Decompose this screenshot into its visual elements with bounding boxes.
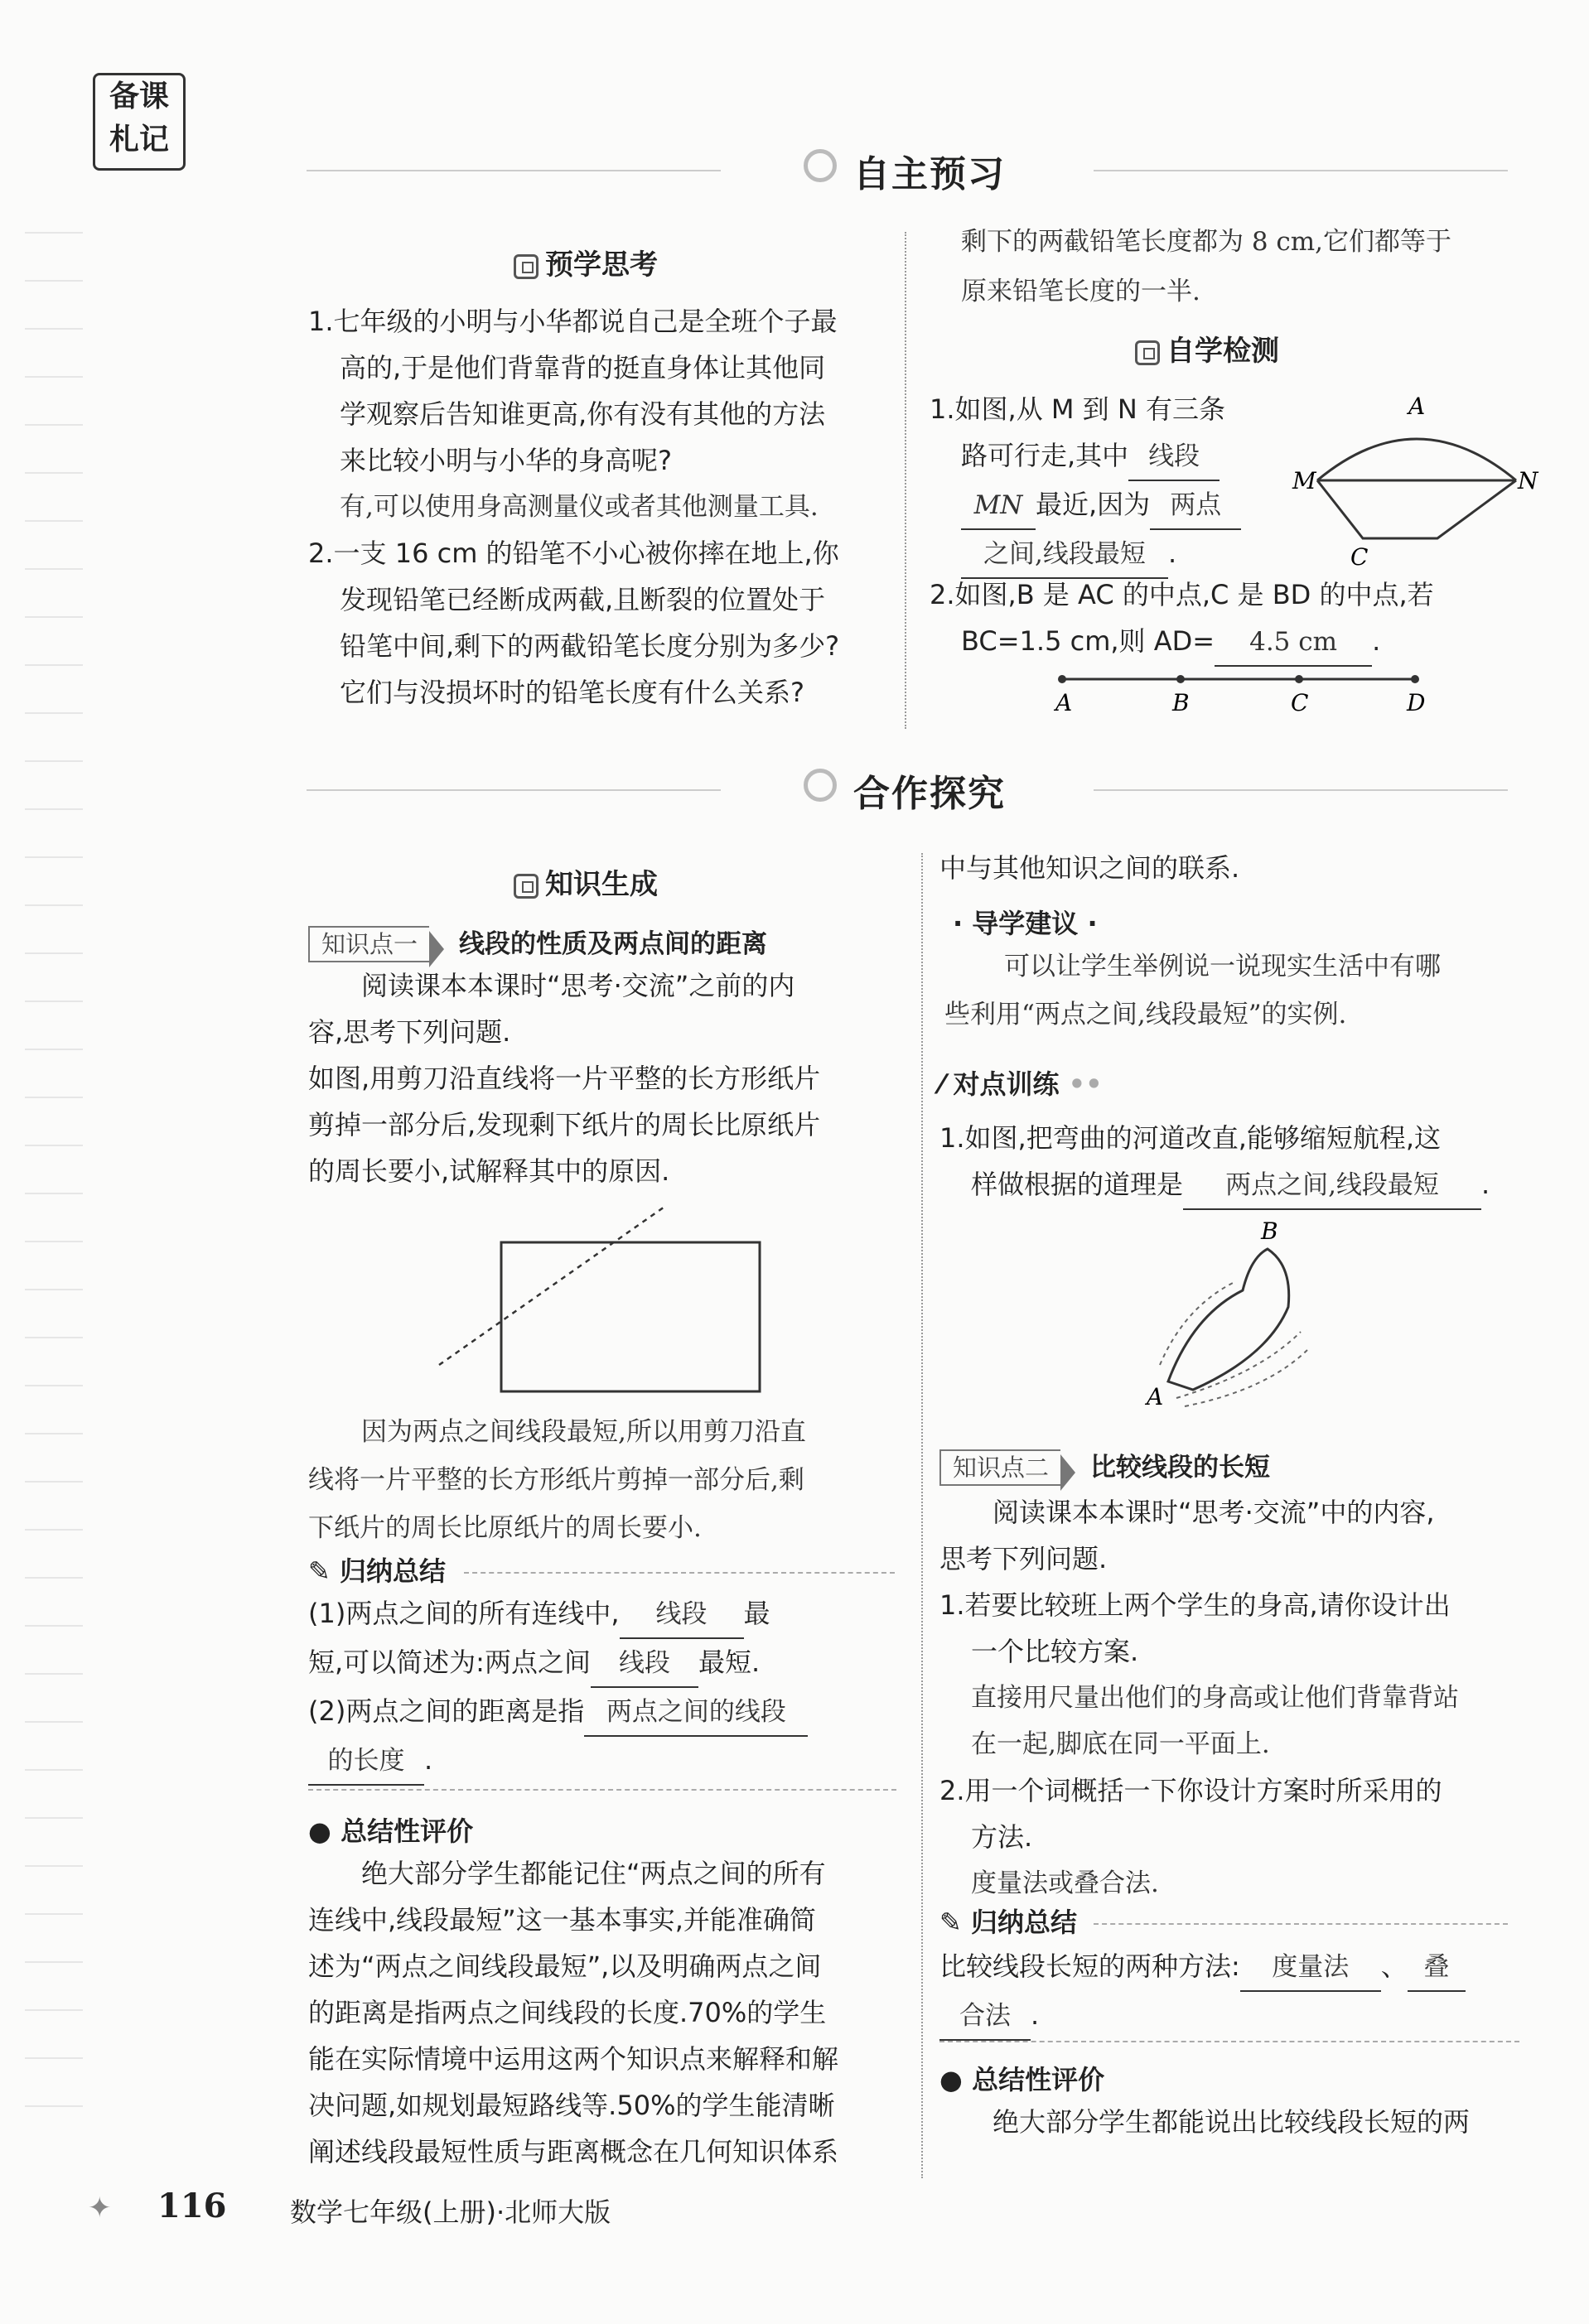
selfcheck-icon bbox=[1135, 340, 1160, 365]
practice-title: ⁄ 对点训练 •• bbox=[939, 1068, 1103, 1100]
selfcheck-q1: 1.如图,从 M 到 N 有三条 路可行走,其中 线段 MN 最近,因为 两点 之间,线段最短 . bbox=[930, 386, 1311, 579]
figure-paper-cut-rect bbox=[431, 1193, 779, 1425]
section-header-1 bbox=[307, 141, 1508, 199]
practice-q1: 1.如图,把弯曲的河道改直,能够缩短航程,这 样做根据的道理是 两点之间,线段最短 . bbox=[939, 1115, 1553, 1210]
summary2-blank2a: 叠 bbox=[1408, 1944, 1466, 1992]
section-1-title: 自主预习 bbox=[853, 153, 1006, 195]
preview-q2-answer: 剩下的两截铅笔长度都为 8 cm,它们都等于 原来铅笔长度的一半. bbox=[961, 227, 1452, 306]
logo-box bbox=[93, 73, 186, 171]
selfcheck-q2: 2.如图,B 是 AC 的中点,C 是 BD 的中点,若 BC=1.5 cm,则 AD= 4.5 cm . bbox=[930, 571, 1543, 667]
kp1-answer: 因为两点之间线段最短,所以用剪刀沿直 线将一片平整的长方形纸片剪掉一部分后,剩 下纸片的周长比原纸片的周长要小. bbox=[308, 1417, 806, 1543]
summary1-blank1: 线段 bbox=[620, 1591, 744, 1639]
section-1-icon bbox=[804, 149, 837, 182]
kp1-right-cont: 中与其他知识之间的联系. bbox=[939, 852, 1240, 884]
summary1-bottom-divider bbox=[308, 1789, 896, 1791]
knowledge-icon bbox=[514, 874, 539, 899]
eval1-title: ● 总结性评价 bbox=[308, 1815, 474, 1847]
river-label-A: A bbox=[1147, 1383, 1164, 1410]
preview-icon bbox=[514, 254, 539, 279]
kp2-header bbox=[939, 1446, 1270, 1491]
eval1-text: 绝大部分学生都能记住“两点之间的所有 连线中,线段最短”这一基本事实,并能准确简 述为“两点之间线段最短”,以及明确两点之间 的距离是指两点之间线段的长度.70%的学生 能在实际情境中运用这两个知识点来解释和解 决问题,如规划最短路线等.50%的学生能清晰 阐述线段最短性质与距离概念在几何知识体系 bbox=[308, 1858, 839, 2167]
kp1-header bbox=[308, 923, 767, 967]
figure-river bbox=[1143, 1216, 1342, 1415]
river-label-B: B bbox=[1261, 1217, 1278, 1245]
kp1-title: 线段的性质及两点间的距离 bbox=[459, 929, 768, 959]
kp2-q1-answer-2: 在一起,脚底在同一平面上. bbox=[971, 1729, 1270, 1759]
column-divider-1 bbox=[905, 232, 906, 729]
summary2-bottom-divider bbox=[939, 2041, 1519, 2042]
summary2-blank1: 度量法 bbox=[1240, 1944, 1381, 1992]
footer bbox=[83, 2187, 746, 2236]
guide-text: 可以让学生举例说一说现实生活中有哪 些利用“两点之间,线段最短”的实例. bbox=[944, 952, 1441, 1029]
practice-blank: 两点之间,线段最短 bbox=[1183, 1162, 1481, 1210]
figure-three-paths bbox=[1292, 389, 1538, 571]
book-title: 数学七年级(上册)·北师大版 bbox=[290, 2196, 611, 2228]
summary1-blank4: 的长度 bbox=[308, 1738, 424, 1786]
section-2-title: 合作探究 bbox=[853, 773, 1006, 815]
summary2-content: 比较线段长短的两种方法: 度量法 、 叠 合法 . bbox=[939, 1943, 1553, 2041]
selfcheck-q1-blank2: 两点 bbox=[1150, 482, 1241, 530]
summary1-blank3: 两点之间的线段 bbox=[584, 1689, 808, 1737]
page-number: 116 bbox=[157, 2187, 227, 2225]
kp1-text: 阅读课本本课时“思考·交流”之前的内 容,思考下列问题. 如图,用剪刀沿直线将一片平整的长方形纸片 剪掉一部分后,发现剩下纸片的周长比原纸片 的周长要小,试解释其中的原因. bbox=[308, 970, 821, 1187]
summary1-title: ✎ 归纳总结 bbox=[308, 1555, 446, 1587]
summary2-divider bbox=[1094, 1923, 1508, 1925]
logo-line2: 札记 bbox=[109, 123, 169, 157]
fig2-label-B: B bbox=[1172, 689, 1190, 716]
summary1-blank2: 线段 bbox=[591, 1640, 698, 1688]
summary1-content: (1)两点之间的所有连线中, 线段 最 短,可以简述为:两点之间 线段 最短. (2)两点之间的距离是指 两点之间的线段 的长度 . bbox=[308, 1590, 905, 1786]
figure-segment-abcd bbox=[1052, 663, 1433, 721]
eval2-title: ● 总结性评价 bbox=[939, 2064, 1105, 2095]
selfcheck-subtitle: 自学检测 bbox=[1135, 328, 1279, 369]
selfcheck-q2-blank: 4.5 cm bbox=[1215, 619, 1372, 667]
selfcheck-q1-blank1: 线段 bbox=[1128, 433, 1220, 481]
eval2-text: 绝大部分学生都能说出比较线段长短的两 bbox=[993, 2106, 1471, 2138]
preview-q1-answer: 有,可以使用身高测量仪或者其他测量工具. bbox=[340, 492, 819, 522]
margin-lines bbox=[25, 232, 83, 2153]
summary2-blank2b: 合法 bbox=[939, 1993, 1031, 2041]
summary2-title: ✎ 归纳总结 bbox=[939, 1907, 1077, 1938]
column-divider-2 bbox=[921, 853, 923, 2178]
fig1-label-M: M bbox=[1292, 467, 1316, 494]
kp2-q2-answer: 度量法或叠合法. bbox=[971, 1868, 1159, 1898]
section-2-icon bbox=[804, 769, 837, 802]
section-header-2 bbox=[307, 760, 1508, 818]
selfcheck-q1-blank1b: MN bbox=[961, 482, 1036, 530]
fig1-label-A: A bbox=[1408, 393, 1426, 420]
selfcheck-q1-blank2b: 之间,线段最短 bbox=[961, 531, 1168, 579]
logo-line1: 备课 bbox=[109, 80, 169, 113]
kp2-title: 比较线段的长短 bbox=[1090, 1453, 1271, 1483]
kp1-tag: 知识点一 bbox=[308, 926, 429, 962]
footer-star-icon: ✦ bbox=[88, 2191, 112, 2225]
summary1-divider bbox=[464, 1572, 895, 1574]
preview-q1: 1.七年级的小明与小华都说自己是全班个子最 高的,于是他们背靠背的挺直身体让其他同 学观察后告知谁更高,你有没有其他的方法 来比较小明与小华的身高呢? 有,可以使用身高测量仪或者其他测量工具. 2.一支 16 cm 的铅笔不小心被你摔在地上,你 发现铅笔已经断成两截,且断裂的位置处于 铅笔中间,剩下的两截铅笔长度分别为多少? 它们与没损坏时的铅笔长度有什么关系? bbox=[308, 298, 896, 716]
guide-title: · 导学建议 · bbox=[953, 908, 1098, 939]
fig2-label-A: A bbox=[1055, 689, 1073, 716]
kp2-tag: 知识点二 bbox=[939, 1449, 1060, 1486]
fig1-label-C: C bbox=[1350, 543, 1369, 571]
kp2-q1-answer-1: 直接用尺量出他们的身高或让他们背靠背站 bbox=[971, 1683, 1459, 1713]
kp2-text: 阅读课本本课时“思考·交流”中的内容, 思考下列问题. 1.若要比较班上两个学生的身高,请你设计出 一个比较方案. 直接用尺量出他们的身高或让他们背靠背站 在一起,脚底在同一平面上. 2.用一个词概括一下你设计方案时所采用的 方法. 度量法或叠合法. bbox=[939, 1489, 1553, 1907]
fig2-label-C: C bbox=[1291, 689, 1309, 716]
preview-subtitle: 预学思考 bbox=[514, 242, 658, 282]
knowledge-subtitle: 知识生成 bbox=[514, 861, 658, 902]
fig1-label-N: N bbox=[1518, 467, 1538, 494]
fig2-label-D: D bbox=[1407, 689, 1426, 716]
